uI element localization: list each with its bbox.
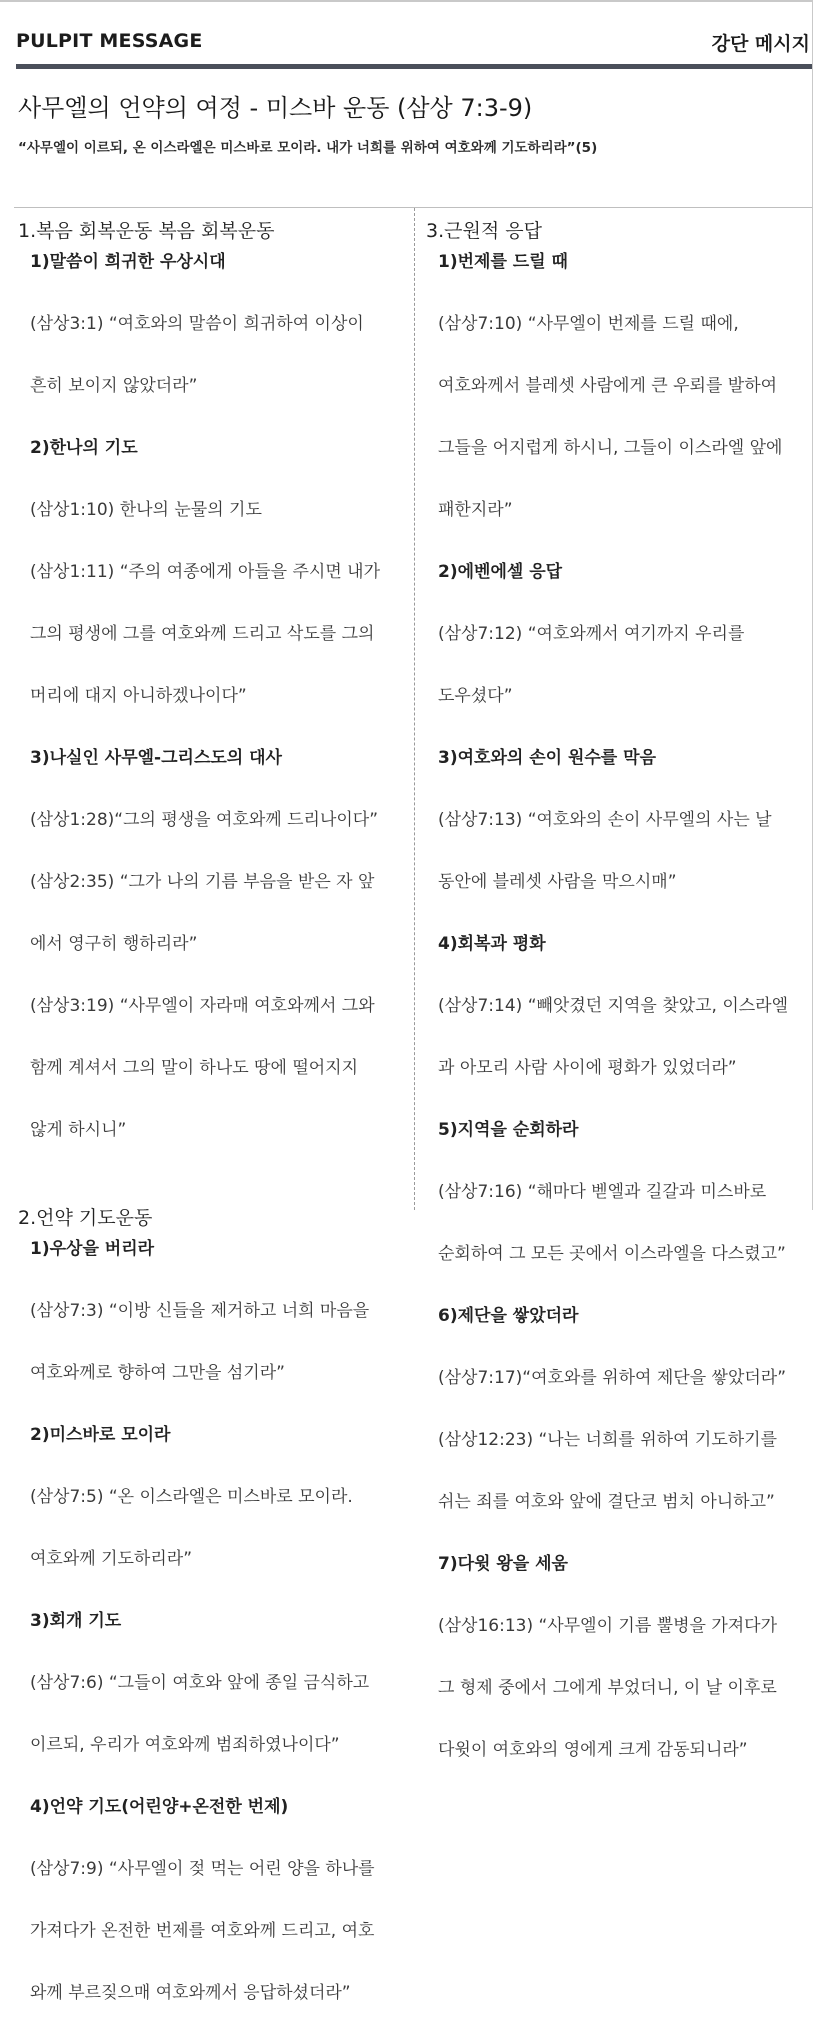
masthead-label-en: PULPIT MESSAGE xyxy=(16,30,203,52)
subsection-title: 4)언약 기도(어린양+온전한 번제) xyxy=(30,1797,289,1817)
verse-line: 에서 영구히 행하리라” xyxy=(30,934,198,954)
verse-line: 동안에 블레셋 사람을 막으시매” xyxy=(438,872,677,892)
verse-line: 와께 부르짖으매 여호와께서 응답하셨더라” xyxy=(30,1983,351,2003)
verse-line: 패한지라” xyxy=(438,500,513,520)
verse-line: (삼상7:16) “해마다 벧엘과 길갈과 미스바로 xyxy=(438,1182,767,1202)
verse-quote xyxy=(426,1580,814,1797)
verse-line: (삼상16:13) “사무엘이 기름 뿔병을 가져다가 xyxy=(438,1616,778,1636)
subsection-title: 4)회복과 평화 xyxy=(438,934,546,954)
verse-line: (삼상1:10) 한나의 눈물의 기도 xyxy=(30,500,262,520)
section-gap xyxy=(18,1177,410,1203)
verse-quote xyxy=(18,278,410,433)
verse-line: (삼상7:14) “빼앗겼던 지역을 찾았고, 이스라엘 xyxy=(438,996,789,1016)
verse-line: 여호와께로 향하여 그만을 섬기라” xyxy=(30,1363,285,1383)
verse-line: 흔히 보이지 않았더라” xyxy=(30,376,198,396)
verse-quote xyxy=(426,774,814,929)
verse-quote xyxy=(18,774,410,1177)
subsection-title: 3)여호와의 손이 원수를 막음 xyxy=(438,748,656,768)
verse-line: (삼상7:13) “여호와의 손이 사무엘의 사는 날 xyxy=(438,810,772,830)
subsection-title: 3)회개 기도 xyxy=(30,1611,122,1631)
verse-line: 않게 하시니” xyxy=(30,1120,127,1140)
masthead xyxy=(16,26,812,58)
subsection-title: 2)에벤에셀 응답 xyxy=(438,562,563,582)
masthead-label-ko: 강단 메시지 xyxy=(711,33,810,55)
page-title: 사무엘의 언약의 여정 - 미스바 운동 (삼상 7:3-9) xyxy=(18,94,533,122)
verse-quote xyxy=(426,1146,814,1301)
verse-line: (삼상7:9) “사무엘이 젖 먹는 어린 양을 하나를 xyxy=(30,1859,375,1879)
verse-line: 여호와께 기도하리라” xyxy=(30,1549,193,1569)
verse-line: (삼상7:12) “여호와께서 여기까지 우리를 xyxy=(438,624,745,644)
verse-line: (삼상1:11) “주의 여종에게 아들을 주시면 내가 xyxy=(30,562,381,582)
subsection-title: 1)우상을 버리라 xyxy=(30,1239,155,1259)
verse-quote xyxy=(18,1823,410,2040)
verse-quote xyxy=(18,1637,410,1792)
verse-quote xyxy=(18,1265,410,1420)
verse-line: (삼상3:19) “사무엘이 자라매 여호와께서 그와 xyxy=(30,996,375,1016)
subsection-title: 5)지역을 순회하라 xyxy=(438,1120,579,1140)
verse-line: (삼상7:3) “이방 신들을 제거하고 너희 마음을 xyxy=(30,1301,370,1321)
right-column xyxy=(426,216,814,1797)
verse-line: (삼상1:28)“그의 평생을 여호와께 드리나이다” xyxy=(30,810,379,830)
verse-line: 머리에 대지 아니하겠나이다” xyxy=(30,686,247,706)
verse-line: 순회하여 그 모든 곳에서 이스라엘을 다스렸고” xyxy=(438,1244,786,1264)
verse-line: (삼상12:23) “나는 너희를 위하여 기도하기를 xyxy=(438,1430,778,1450)
verse-line: 함께 계셔서 그의 말이 하나도 땅에 떨어지지 xyxy=(30,1058,359,1078)
verse-quote xyxy=(18,464,410,743)
section-title-2: 2.언약 기도운동 xyxy=(18,1207,153,1229)
subsection-title: 1)번제를 드릴 때 xyxy=(438,252,568,272)
header-divider xyxy=(14,207,812,208)
subsection-title: 2)미스바로 모이라 xyxy=(30,1425,171,1445)
subsection-title: 1)말씀이 희귀한 우상시대 xyxy=(30,252,226,272)
column-separator xyxy=(414,208,415,1210)
verse-line: (삼상7:5) “온 이스라엘은 미스바로 모이라. xyxy=(30,1487,353,1507)
verse-line: (삼상7:17)“여호와를 위하여 제단을 쌓았더라” xyxy=(438,1368,787,1388)
verse-line: 그들을 어지럽게 하시니, 그들이 이스라엘 앞에 xyxy=(438,438,783,458)
verse-line: 그의 평생에 그를 여호와께 드리고 삭도를 그의 xyxy=(30,624,375,644)
key-verse: “사무엘이 이르되, 온 이스라엘은 미스바로 모이라. 내가 너희를 위하여 여호와께 기도하리라”(5) xyxy=(18,140,598,156)
verse-line: 다윗이 여호와의 영에게 크게 감동되니라” xyxy=(438,1740,748,1760)
verse-line: (삼상7:6) “그들이 여호와 앞에 종일 금식하고 xyxy=(30,1673,370,1693)
verse-line: 가져다가 온전한 번제를 여호와께 드리고, 여호 xyxy=(30,1921,375,1941)
verse-quote xyxy=(18,1451,410,1606)
verse-quote xyxy=(426,1332,814,1549)
verse-line: 쉬는 죄를 여호와 앞에 결단코 범치 아니하고” xyxy=(438,1492,775,1512)
verse-quote xyxy=(426,588,814,743)
verse-line: (삼상2:35) “그가 나의 기름 부음을 받은 자 앞 xyxy=(30,872,375,892)
verse-quote xyxy=(426,960,814,1115)
subsection-title: 7)다윗 왕을 세움 xyxy=(438,1554,568,1574)
left-column xyxy=(18,216,410,2040)
verse-line: 그 형제 중에서 그에게 부었더니, 이 날 이후로 xyxy=(438,1678,777,1698)
section-title-1: 1.복음 회복운동 복음 회복운동 xyxy=(18,220,275,242)
verse-line: 도우셨다” xyxy=(438,686,513,706)
subsection-title: 2)한나의 기도 xyxy=(30,438,138,458)
masthead-rule xyxy=(16,64,812,69)
verse-line: 이르되, 우리가 여호와께 범죄하였나이다” xyxy=(30,1735,340,1755)
subsection-title: 6)제단을 쌓았더라 xyxy=(438,1306,579,1326)
verse-line: 과 아모리 사람 사이에 평화가 있었더라” xyxy=(438,1058,737,1078)
verse-line: (삼상7:10) “사무엘이 번제를 드릴 때에, xyxy=(438,314,739,334)
subsection-title: 3)나실인 사무엘-그리스도의 대사 xyxy=(30,748,282,768)
verse-quote xyxy=(426,278,814,557)
section-title-3: 3.근원적 응답 xyxy=(426,220,542,242)
verse-line: 여호와께서 블레셋 사람에게 큰 우뢰를 발하여 xyxy=(438,376,778,396)
verse-line: (삼상3:1) “여호와의 말씀이 희귀하여 이상이 xyxy=(30,314,364,334)
